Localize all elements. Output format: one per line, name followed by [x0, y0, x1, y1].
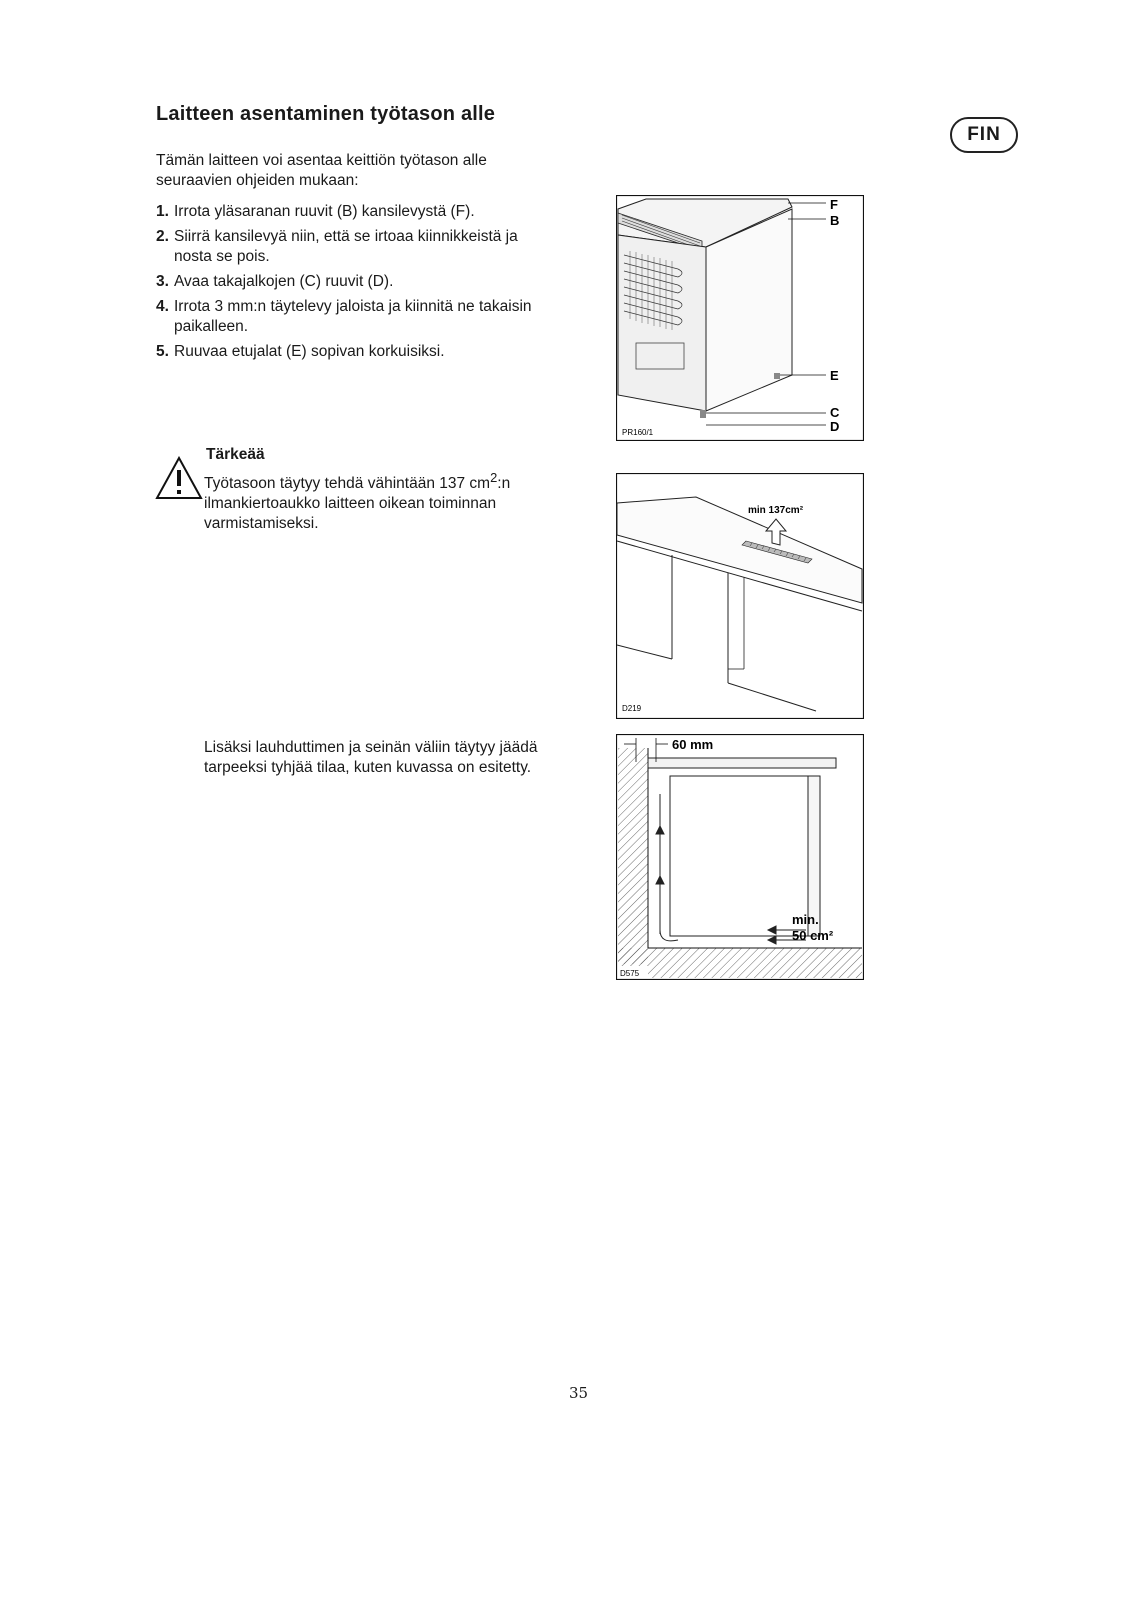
language-badge: FIN [950, 117, 1018, 153]
step-text: Siirrä kansilevyä niin, että se irtoaa kiinnikkeistä ja nosta se pois. [174, 228, 518, 265]
list-item [156, 227, 546, 267]
label-b: B [830, 213, 840, 228]
step-text: Ruuvaa etujalat (E) sopivan korkuisiksi. [174, 343, 445, 360]
step-number: 5. [156, 343, 169, 360]
figure-clearance [616, 734, 864, 980]
figure-code: D219 [622, 704, 642, 713]
warning-text-part2: :n ilmankiertoaukko laitteen oikean toiminnan varmistamiseksi. [204, 475, 511, 533]
warning-text [204, 468, 564, 534]
warning-text-part1: Työtasoon täytyy tehdä vähintään 137 cm [204, 475, 491, 493]
label-c: C [830, 405, 840, 420]
figure-code: D575 [620, 969, 640, 978]
area-label: 50 cm² [792, 928, 834, 943]
intro-paragraph: Tämän laitteen voi asentaa keittiön työtason alle seuraavien ohjeiden mukaan: [156, 152, 487, 189]
clearance-paragraph: Lisäksi lauhduttimen ja seinän väliin täytyy jäädä tarpeeksi tyhjää tilaa, kuten kuvassa on esitetty. [204, 739, 538, 776]
warning-superscript: 2 [490, 470, 498, 485]
min-label: min. [792, 912, 819, 927]
page-title: Laitteen asentaminen työtason alle [156, 103, 496, 125]
step-number: 2. [156, 228, 169, 245]
step-number: 4. [156, 298, 169, 315]
step-text: Avaa takajalkojen (C) ruuvit (D). [174, 273, 394, 290]
warning-heading: Tärkeää [206, 446, 265, 463]
clearance-illustration [616, 734, 864, 980]
list-item [156, 272, 546, 292]
label-d: D [830, 419, 840, 434]
warning-icon [155, 456, 203, 500]
list-item [156, 202, 546, 222]
figure-worktop-vent [616, 473, 864, 719]
figure-code: PR160/1 [622, 428, 654, 437]
appliance-illustration [616, 195, 864, 441]
label-e: E [830, 368, 839, 383]
step-text: Irrota 3 mm:n täytelevy jaloista ja kiinnitä ne takaisin paikalleen. [174, 298, 532, 335]
figure-appliance-parts [616, 195, 864, 441]
page-number: 35 [569, 1384, 589, 1402]
worktop-illustration [616, 473, 864, 719]
gap-label: 60 mm [672, 737, 714, 752]
step-number: 1. [156, 203, 169, 220]
list-item [156, 342, 546, 362]
steps-list [156, 202, 546, 367]
step-text: Irrota yläsaranan ruuvit (B) kansilevystä (F). [174, 203, 475, 220]
vent-label: min 137cm² [748, 505, 804, 516]
step-number: 3. [156, 273, 169, 290]
label-f: F [830, 197, 838, 212]
list-item [156, 297, 546, 337]
